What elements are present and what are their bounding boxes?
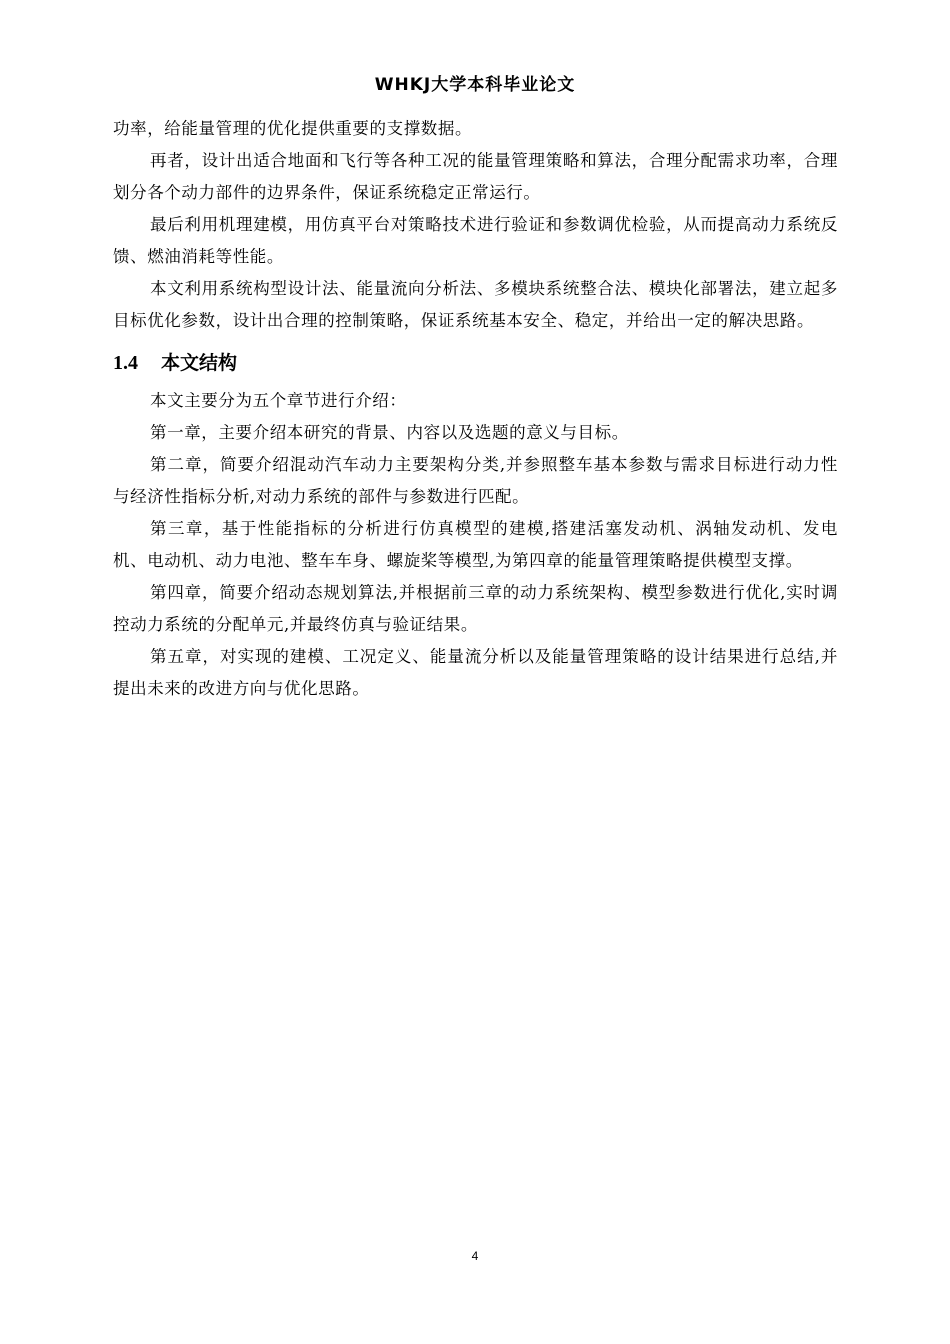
paragraph: 功率，给能量管理的优化提供重要的支撑数据。 — [113, 119, 473, 138]
paragraph: 再者，设计出适合地面和飞行等各种工况的能量管理策略和算法，合理分配需求功率，合理划分各个动力部件的边界条件，保证系统稳定正常运行。 — [113, 151, 838, 202]
paragraph: 第一章，主要介绍本研究的背景、内容以及选题的意义与目标。 — [150, 423, 629, 442]
paragraph: 本文利用系统构型设计法、能量流向分析法、多模块系统整合法、模块化部署法，建立起多目标优化参数，设计出合理的控制策略，保证系统基本安全、稳定，并给出一定的解决思路。 — [113, 279, 838, 330]
paragraph: 第三章，基于性能指标的分析进行仿真模型的建模,搭建活塞发动机、涡轴发动机、发电机、电动机、动力电池、整车车身、螺旋桨等模型,为第四章的能量管理策略提供模型支撑。 — [113, 519, 838, 570]
body-text — [113, 113, 838, 705]
paragraph: 最后利用机理建模，用仿真平台对策略技术进行验证和参数调优检验，从而提高动力系统反馈、燃油消耗等性能。 — [113, 215, 838, 266]
section-number: 1.4 — [113, 352, 138, 374]
paragraph: 第四章，简要介绍动态规划算法,并根据前三章的动力系统架构、模型参数进行优化,实时调控动力系统的分配单元,并最终仿真与验证结果。 — [113, 583, 838, 634]
paragraph: 第二章，简要介绍混动汽车动力主要架构分类,并参照整车基本参数与需求目标进行动力性与经济性指标分析,对动力系统的部件与参数进行匹配。 — [113, 455, 838, 506]
section-heading — [113, 345, 838, 381]
paragraph: 本文主要分为五个章节进行介绍： — [150, 391, 407, 410]
section-title: 本文结构 — [161, 352, 238, 374]
paragraph: 第五章，对实现的建模、工况定义、能量流分析以及能量管理策略的设计结果进行总结,并提出未来的改进方向与优化思路。 — [113, 647, 838, 698]
page-number: 4 — [471, 1249, 479, 1263]
page-header: WHKJ大学本科毕业论文 — [374, 75, 576, 95]
